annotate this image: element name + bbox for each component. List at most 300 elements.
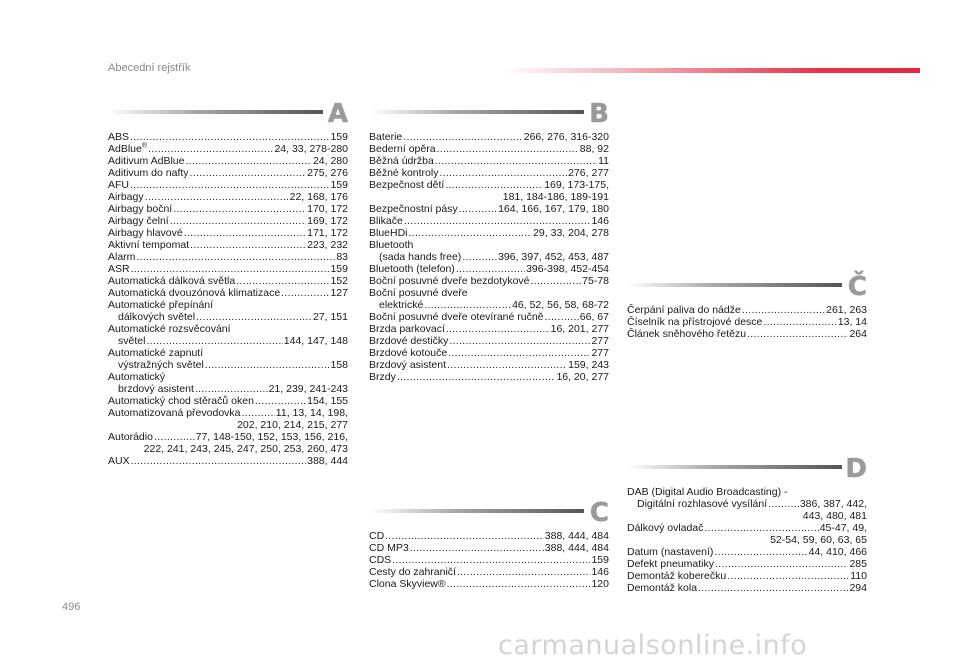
dot-leader xyxy=(190,239,306,251)
dot-leader xyxy=(448,347,590,359)
header-decor-bar xyxy=(500,68,920,73)
index-term-text: AdBlue xyxy=(108,143,142,155)
index-term-text: Boční posuvné dveře otevírané ručně xyxy=(369,311,544,323)
index-entry xyxy=(369,179,609,191)
index-entry-heading: Boční posuvné dveře xyxy=(369,287,468,299)
dot-leader xyxy=(531,275,582,287)
index-term xyxy=(369,371,396,383)
index-entry xyxy=(108,215,348,227)
index-entry xyxy=(369,131,609,143)
index-term-text: Cesty do zahraničí xyxy=(369,566,456,578)
index-term-text: AUX xyxy=(108,455,130,467)
index-pages: 159 xyxy=(330,131,348,143)
index-term-text: Demontáž koberečku xyxy=(627,570,727,582)
index-pages: 171, 172 xyxy=(307,227,348,239)
index-term xyxy=(108,251,135,263)
index-pages: 27, 151 xyxy=(312,311,348,323)
index-term-text: Digitální rozhlasové vysílání xyxy=(637,498,768,510)
index-entry xyxy=(369,311,609,323)
dot-leader xyxy=(456,263,525,275)
index-entry-heading: Automatické zapnutí xyxy=(108,347,204,359)
dot-leader xyxy=(704,522,818,534)
dot-leader xyxy=(130,179,329,191)
dot-leader xyxy=(148,143,273,155)
section-d-header xyxy=(627,454,867,486)
index-term-text: ABS xyxy=(108,131,130,143)
index-term-text: světel xyxy=(118,335,146,347)
index-pages: 110 xyxy=(850,570,867,582)
dot-leader xyxy=(173,203,306,215)
index-entry xyxy=(627,304,867,316)
index-entry xyxy=(108,263,348,275)
index-pages: 396-398, 452-454 xyxy=(526,263,609,275)
index-pages-continued: 181, 184-186, 189-191 xyxy=(502,191,609,203)
index-pages: 275, 276 xyxy=(307,167,348,179)
index-term-text: Autorádio xyxy=(108,431,153,443)
dot-leader xyxy=(698,582,848,594)
dot-leader xyxy=(545,311,579,323)
dot-leader xyxy=(281,287,329,299)
index-entry xyxy=(108,179,348,191)
index-term xyxy=(627,546,713,558)
section-letter: A xyxy=(327,99,348,129)
index-pages: 66, 67 xyxy=(579,311,609,323)
index-term xyxy=(369,311,544,323)
index-pages: 159, 243 xyxy=(568,359,609,371)
section-d xyxy=(627,454,867,594)
index-pages: 388, 444, 484 xyxy=(544,542,609,554)
dot-leader xyxy=(424,299,511,311)
dot-leader xyxy=(449,335,590,347)
index-term xyxy=(627,522,703,534)
index-pages: 154, 155 xyxy=(307,395,348,407)
index-term-text: CD MP3 xyxy=(369,542,409,554)
index-term-text: Aktivní tempomat xyxy=(108,239,190,251)
dot-leader xyxy=(392,554,590,566)
index-entry xyxy=(627,546,867,558)
dot-leader xyxy=(136,251,335,263)
index-term xyxy=(627,558,714,570)
index-entry xyxy=(108,167,348,179)
index-entry xyxy=(369,371,609,383)
index-pages: 83 xyxy=(336,251,348,263)
dot-leader xyxy=(190,167,307,179)
index-entry xyxy=(108,335,348,347)
index-term xyxy=(108,155,184,167)
dot-leader xyxy=(236,275,329,287)
index-term-text: Automatizovaná převodovka xyxy=(108,407,241,419)
index-term-text: Clona Skyview® xyxy=(369,578,446,590)
index-term xyxy=(118,311,195,323)
section-letter: D xyxy=(845,454,867,484)
index-term xyxy=(118,383,194,395)
section-ch xyxy=(627,272,867,340)
index-term-text: Airbagy čelní xyxy=(108,215,169,227)
index-term xyxy=(108,215,169,227)
dot-leader xyxy=(255,395,306,407)
index-term xyxy=(379,251,461,263)
index-term-text: Automatická dálková světla xyxy=(108,275,236,287)
index-term xyxy=(108,203,172,215)
index-pages: 266, 276, 316-320 xyxy=(523,131,609,143)
index-entry xyxy=(108,251,348,263)
index-term-text: Airbagy xyxy=(108,191,144,203)
index-entry xyxy=(108,191,348,203)
dot-leader xyxy=(747,328,848,340)
index-term-text: Brzdové destičky xyxy=(369,335,449,347)
index-term-text: Datum (nastavení) xyxy=(627,546,714,558)
index-pages: 29, 33, 204, 278 xyxy=(533,227,609,239)
index-entry xyxy=(369,578,609,590)
index-term-text: Airbagy boční xyxy=(108,203,173,215)
index-pages-continued: 52-54, 59, 60, 63, 65 xyxy=(770,534,867,546)
index-pages: 44, 410, 466 xyxy=(808,546,867,558)
index-term-text: Blikače xyxy=(369,215,403,227)
index-pages: 88, 92 xyxy=(579,143,609,155)
index-entry xyxy=(108,239,348,251)
dot-leader xyxy=(742,304,825,316)
dot-leader xyxy=(435,155,597,167)
index-pages: 45-47, 49, xyxy=(819,522,867,534)
section-a xyxy=(108,99,348,467)
index-pages: 386, 387, 442, xyxy=(799,498,867,510)
index-pages: 21, 239, 241-243 xyxy=(268,383,348,395)
index-entries xyxy=(369,530,609,590)
index-entry xyxy=(369,215,609,227)
section-divider xyxy=(627,283,842,287)
index-pages: 169, 173-175, xyxy=(544,179,609,191)
index-pages: 144, 147, 148 xyxy=(283,335,348,347)
index-entry xyxy=(108,395,348,407)
index-entry-heading: Automatické přepínání xyxy=(108,299,214,311)
index-term-text: Běžné kontroly xyxy=(369,167,439,179)
dot-leader xyxy=(447,359,567,371)
index-pages: 158 xyxy=(330,359,348,371)
dot-leader xyxy=(768,498,799,510)
dot-leader xyxy=(131,263,330,275)
index-pages: 46, 52, 56, 58, 68-72 xyxy=(512,299,609,311)
index-term-text: Čerpání paliva do nádže xyxy=(627,304,741,316)
index-term-text: Airbagy hlavové xyxy=(108,227,183,239)
dot-leader xyxy=(184,227,306,239)
index-term-text: elektrické xyxy=(379,299,424,311)
index-pages: 152 xyxy=(330,275,348,287)
index-pages: 277 xyxy=(591,347,609,359)
index-entry xyxy=(369,143,609,155)
index-pages: 276, 277 xyxy=(568,167,609,179)
index-pages: 16, 20, 277 xyxy=(556,371,609,383)
index-pages: 75-78 xyxy=(582,275,609,287)
index-term-text: Dálkový ovladač xyxy=(627,522,704,534)
index-term xyxy=(118,335,145,347)
index-entry xyxy=(108,359,348,371)
index-term-text: BlueHDi xyxy=(369,227,408,239)
index-term xyxy=(108,407,241,419)
dot-leader xyxy=(445,179,543,191)
dot-leader xyxy=(130,131,329,143)
index-term xyxy=(369,335,448,347)
index-term-text: výstražných světel xyxy=(118,359,204,371)
index-term xyxy=(369,542,409,554)
index-term-text: Automatický chod stěračů oken xyxy=(108,395,254,407)
index-entry xyxy=(108,431,348,443)
index-entry-heading: Automatický xyxy=(108,371,166,383)
index-term xyxy=(108,179,129,191)
section-letter: Č xyxy=(847,272,867,302)
index-pages: 120 xyxy=(591,578,609,590)
index-term xyxy=(369,155,434,167)
index-entry xyxy=(108,227,348,239)
dot-leader xyxy=(145,191,289,203)
index-entry xyxy=(369,275,609,287)
index-term-text: Automatická dvouzónová klimatizace xyxy=(108,287,281,299)
index-term-text: Baterie xyxy=(369,131,403,143)
dot-leader xyxy=(205,359,330,371)
index-pages: 24, 280 xyxy=(312,155,348,167)
dot-leader xyxy=(146,335,282,347)
index-term xyxy=(369,275,530,287)
index-entry xyxy=(627,558,867,570)
dot-leader xyxy=(242,407,275,419)
dot-leader xyxy=(439,167,567,179)
index-entry xyxy=(369,359,609,371)
page-number: 496 xyxy=(62,601,81,613)
dot-leader xyxy=(196,311,312,323)
index-entry xyxy=(369,323,609,335)
index-term xyxy=(108,227,183,239)
index-entry xyxy=(627,582,867,594)
dot-leader xyxy=(131,455,307,467)
dot-leader xyxy=(404,215,591,227)
index-entry xyxy=(369,251,609,263)
index-term xyxy=(369,566,456,578)
index-term-text: Běžná údržba xyxy=(369,155,434,167)
index-entry xyxy=(369,299,609,311)
dot-leader xyxy=(714,546,807,558)
section-divider xyxy=(627,465,842,469)
index-pages: 24, 33, 278-280 xyxy=(274,143,348,155)
index-term xyxy=(369,167,438,179)
section-c-header xyxy=(369,498,609,530)
index-term-text: Bezpečnostní pásy xyxy=(369,203,458,215)
index-pages: 285 xyxy=(849,558,867,570)
index-pages: 13, 14 xyxy=(837,316,867,328)
section-a-header xyxy=(108,99,348,131)
dot-leader xyxy=(457,566,591,578)
index-pages: 22, 168, 176 xyxy=(289,191,348,203)
index-term-text: Článek sněhového řetězu xyxy=(627,328,747,340)
index-term-text: Bederní opěra xyxy=(369,143,436,155)
index-entry xyxy=(108,287,348,299)
section-b-header xyxy=(369,99,609,131)
index-term-text: Brzdy xyxy=(369,371,396,383)
index-entry xyxy=(627,498,867,510)
index-term-text: brzdový asistent xyxy=(118,383,194,395)
dot-leader xyxy=(397,371,556,383)
index-term-text: Demontáž kola xyxy=(627,582,698,594)
index-term xyxy=(369,530,384,542)
section-divider xyxy=(369,509,584,513)
index-term-text: AFU xyxy=(108,179,129,191)
dot-leader xyxy=(446,323,550,335)
index-pages-continued: 202, 210, 214, 215, 277 xyxy=(237,419,348,431)
index-term-text: Boční posuvné dveře bezdotykové xyxy=(369,275,530,287)
index-entry xyxy=(108,275,348,287)
dot-leader xyxy=(410,542,544,554)
section-letter: B xyxy=(589,99,609,129)
index-term xyxy=(369,203,458,215)
index-pages: 169, 172 xyxy=(307,215,348,227)
index-entry xyxy=(369,155,609,167)
index-pages: 159 xyxy=(330,263,348,275)
dot-leader xyxy=(170,215,306,227)
index-entry xyxy=(108,155,348,167)
index-term xyxy=(369,227,408,239)
index-entry-heading: Automatické rozsvěcování xyxy=(108,323,231,335)
index-entry xyxy=(627,328,867,340)
index-term xyxy=(379,299,423,311)
dot-leader xyxy=(185,155,311,167)
dot-leader xyxy=(447,578,591,590)
index-term xyxy=(627,304,741,316)
index-term xyxy=(108,263,130,275)
index-pages: 388, 444 xyxy=(307,455,348,467)
index-entry xyxy=(369,347,609,359)
index-term-text: Bezpečnost dětí xyxy=(369,179,445,191)
index-term-text: Brzda parkovací xyxy=(369,323,445,335)
index-pages: 16, 201, 277 xyxy=(550,323,609,335)
registered-mark: ® xyxy=(141,142,148,150)
index-term-text: dálkových světel xyxy=(118,311,196,323)
index-term-text: Aditivum do nafty xyxy=(108,167,189,179)
index-entry xyxy=(369,335,609,347)
index-entry xyxy=(369,530,609,542)
section-divider xyxy=(369,110,584,114)
watermark: carmanualsonline.info xyxy=(498,630,808,661)
section-divider xyxy=(108,110,323,114)
index-entries xyxy=(627,486,867,594)
dot-leader xyxy=(459,203,497,215)
index-term xyxy=(627,582,697,594)
dot-leader xyxy=(385,530,544,542)
index-entry xyxy=(627,570,867,582)
index-entry xyxy=(108,311,348,323)
index-term xyxy=(369,179,444,191)
section-ch-header xyxy=(627,272,867,304)
index-pages: 146 xyxy=(591,215,609,227)
index-entry xyxy=(108,143,348,155)
index-pages: 396, 397, 452, 453, 487 xyxy=(498,251,609,263)
index-term-text: (sada hands free) xyxy=(379,251,462,263)
index-term-text: CDS xyxy=(369,554,392,566)
index-entry xyxy=(369,203,609,215)
index-entry xyxy=(627,316,867,328)
index-term-text: Číselník na přístrojové desce xyxy=(627,316,763,328)
index-entries xyxy=(627,304,867,340)
index-term-text: Alarm xyxy=(108,251,136,263)
index-pages: 159 xyxy=(330,179,348,191)
index-term xyxy=(369,347,447,359)
index-term xyxy=(369,578,446,590)
index-entry xyxy=(108,383,348,395)
dot-leader xyxy=(195,383,268,395)
dot-leader xyxy=(437,143,579,155)
index-term xyxy=(369,143,436,155)
index-entry xyxy=(108,131,348,143)
index-term xyxy=(108,131,129,143)
index-entry xyxy=(369,554,609,566)
index-entry xyxy=(108,407,348,419)
index-term xyxy=(108,191,144,203)
index-term xyxy=(108,275,235,287)
index-term xyxy=(369,131,402,143)
section-letter: C xyxy=(589,498,609,528)
index-pages: 159 xyxy=(591,554,609,566)
index-term-text: Aditivum AdBlue xyxy=(108,155,185,167)
index-entry xyxy=(369,542,609,554)
index-term xyxy=(627,570,726,582)
index-term-text: Brzdový asistent xyxy=(369,359,447,371)
index-term xyxy=(369,263,455,275)
index-term xyxy=(369,554,391,566)
index-term xyxy=(108,167,189,179)
index-pages-continued: 443, 480, 481 xyxy=(802,510,867,522)
index-pages: 223, 232 xyxy=(307,239,348,251)
header-title: Abecední rejstřík xyxy=(108,62,191,74)
index-term-text: Defekt pneumatiky xyxy=(627,558,714,570)
index-term-text: Brzdové kotouče xyxy=(369,347,448,359)
index-term xyxy=(627,316,762,328)
dot-leader xyxy=(154,431,195,443)
index-term-text: ASR xyxy=(108,263,130,275)
index-pages: 164, 166, 167, 179, 180 xyxy=(498,203,609,215)
index-term xyxy=(108,287,280,299)
index-pages: 77, 148-150, 152, 153, 156, 216, xyxy=(195,431,348,443)
index-pages-continued: 222, 241, 243, 245, 247, 250, 253, 260, 473 xyxy=(143,443,348,455)
index-pages: 277 xyxy=(591,335,609,347)
index-entry xyxy=(369,227,609,239)
index-entry xyxy=(369,263,609,275)
index-pages: 388, 444, 484 xyxy=(544,530,609,542)
index-term xyxy=(369,359,446,371)
section-b xyxy=(369,99,609,383)
dot-leader xyxy=(763,316,836,328)
index-pages: 11 xyxy=(598,155,609,167)
index-term xyxy=(108,395,254,407)
index-pages: 127 xyxy=(330,287,348,299)
index-term xyxy=(627,328,746,340)
index-pages: 11, 13, 14, 198, xyxy=(275,407,348,419)
index-pages: 170, 172 xyxy=(307,203,348,215)
index-entry xyxy=(369,167,609,179)
section-c xyxy=(369,498,609,590)
dot-leader xyxy=(462,251,497,263)
dot-leader xyxy=(727,570,849,582)
index-entries xyxy=(108,131,348,467)
index-entry xyxy=(369,566,609,578)
index-pages: 146 xyxy=(591,566,609,578)
index-term xyxy=(637,498,767,510)
index-term-text: Bluetooth (telefon) xyxy=(369,263,455,275)
index-term xyxy=(108,143,147,155)
index-term xyxy=(108,239,189,251)
index-term xyxy=(118,359,204,371)
index-entry-heading: DAB (Digital Audio Broadcasting) - xyxy=(627,486,788,498)
index-entry xyxy=(108,203,348,215)
index-pages: 294 xyxy=(849,582,867,594)
index-pages: 261, 263 xyxy=(826,304,867,316)
index-term xyxy=(108,455,130,467)
